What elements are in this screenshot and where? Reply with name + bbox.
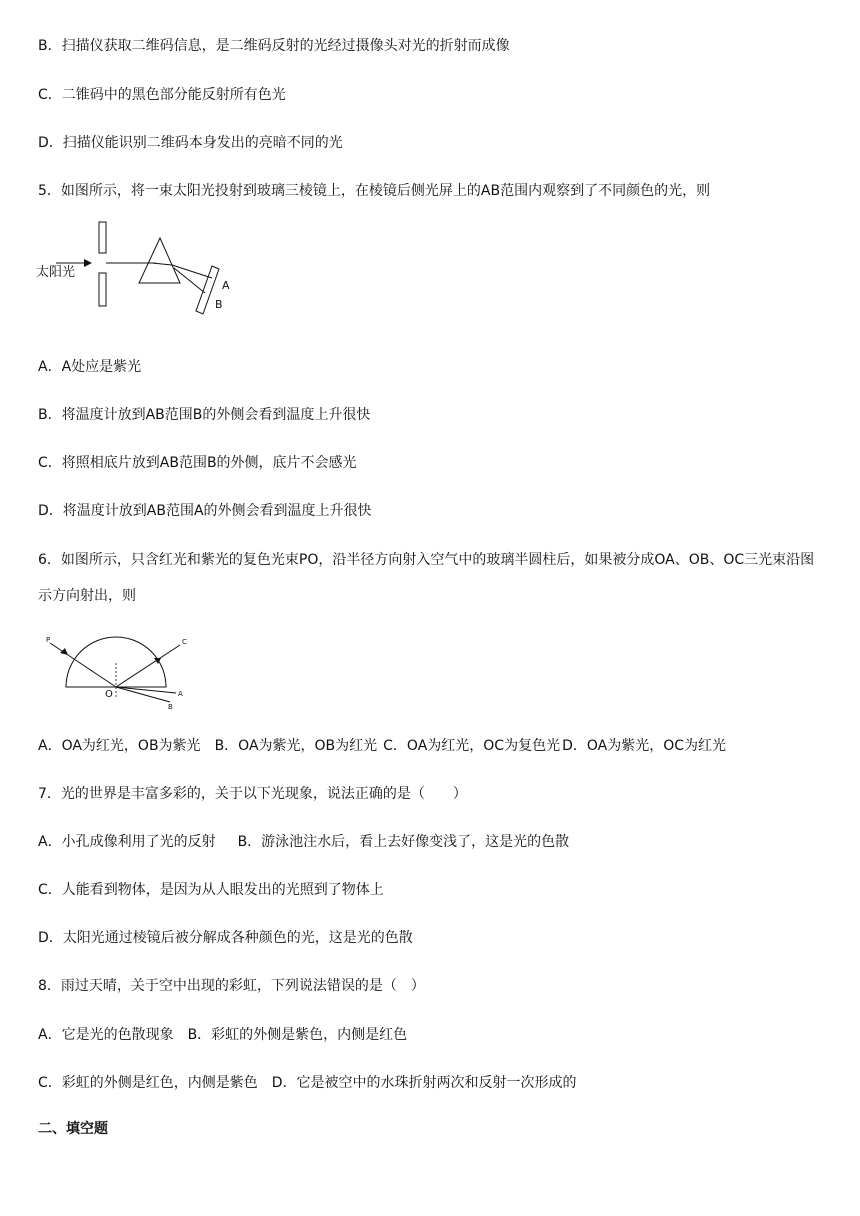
q7-stem: 7．光的世界是丰富多彩的，关于以下光现象，说法正确的是（ ） <box>38 786 467 802</box>
q5-label-b: B <box>215 298 223 311</box>
q5-prism <box>139 238 180 283</box>
q7-option-b: B．游泳池注水后，看上去好像变浅了，这是光的色散 <box>237 834 570 850</box>
q8-option-b: B．彩虹的外侧是紫色，内侧是红色 <box>187 1027 408 1043</box>
q6-option-d: D．OA为紫光，OC为红光 <box>562 738 727 754</box>
q8-stem: 8．雨过天晴，关于空中出现的彩虹，下列说法错误的是（ ） <box>38 978 425 994</box>
q5-sun-label: 太阳光 <box>36 265 76 280</box>
q4-option-b: B．扫描仪获取二维码信息，是二维码反射的光经过摄像头对光的折射而成像 <box>38 38 510 54</box>
q6-label-b: B <box>168 703 173 711</box>
q6-reflected-ray-oc <box>116 645 180 687</box>
q6-option-a: A．OA为红光，OB为紫光 <box>38 738 201 754</box>
q5-option-b: B．将温度计放到AB范围B的外侧会看到温度上升很快 <box>38 407 371 423</box>
q5-label-a: A <box>222 279 230 292</box>
q6-label-a: A <box>178 690 183 698</box>
q5-ray-in-prism <box>152 263 172 265</box>
q5-slit-upper <box>99 222 106 253</box>
q8-option-a: A．它是光的色散现象 <box>38 1027 174 1043</box>
q6-options <box>38 736 726 756</box>
q6-semicylinder-figure <box>40 633 200 713</box>
q4-option-c: C．二锥码中的黑色部分能反射所有色光 <box>38 87 286 103</box>
q6-option-b: B．OA为紫光，OB为红光 <box>214 738 378 754</box>
q8-options-ab <box>38 1025 407 1045</box>
q6-arrow-po <box>60 648 68 655</box>
q6-option-c: C．OA为红光，OC为复色光 <box>383 738 561 754</box>
q5-option-d: D．将温度计放到AB范围A的外侧会看到温度上升很快 <box>38 503 372 519</box>
q8-option-c: C．彩虹的外侧是红色，内侧是紫色 <box>38 1075 258 1091</box>
q7-option-a: A．小孔成像利用了光的反射 <box>38 834 216 850</box>
q6-stem: 6．如图所示，只含红光和紫光的复色光束PO，沿半径方向射入空气中的玻璃半圆柱后，如果被分成OA、OB、OC三光束沿图示方向射出，则 <box>38 552 815 604</box>
q7-option-d: D．太阳光通过棱镜后被分解成各种颜色的光，这是光的色散 <box>38 930 413 946</box>
q5-option-a: A．A处应是紫光 <box>38 359 142 375</box>
q7-options-ab <box>38 832 569 852</box>
q7-option-c: C．人能看到物体，是因为从人眼发出的光照到了物体上 <box>38 882 384 898</box>
q6-label-o: O <box>105 689 113 700</box>
q6-label-p: P <box>46 636 51 644</box>
q5-ray-arrowhead <box>84 259 92 267</box>
q5-prism-figure <box>34 218 244 322</box>
q5-stem: 5．如图所示，将一束太阳光投射到玻璃三棱镜上，在棱镜后侧光屏上的AB范围内观察到了不同颜色的光，则 <box>38 183 711 199</box>
section-heading-fill-in: 二、填空题 <box>38 1121 108 1137</box>
q4-option-d: D．扫描仪能识别二维码本身发出的亮暗不同的光 <box>38 135 343 151</box>
q6-label-c: C <box>182 638 187 646</box>
q5-option-c: C．将照相底片放到AB范围B的外侧，底片不会感光 <box>38 455 357 471</box>
q5-slit-lower <box>99 273 106 306</box>
q8-option-d: D．它是被空中的水珠折射两次和反射一次形成的 <box>271 1075 577 1091</box>
q8-options-cd <box>38 1073 577 1093</box>
